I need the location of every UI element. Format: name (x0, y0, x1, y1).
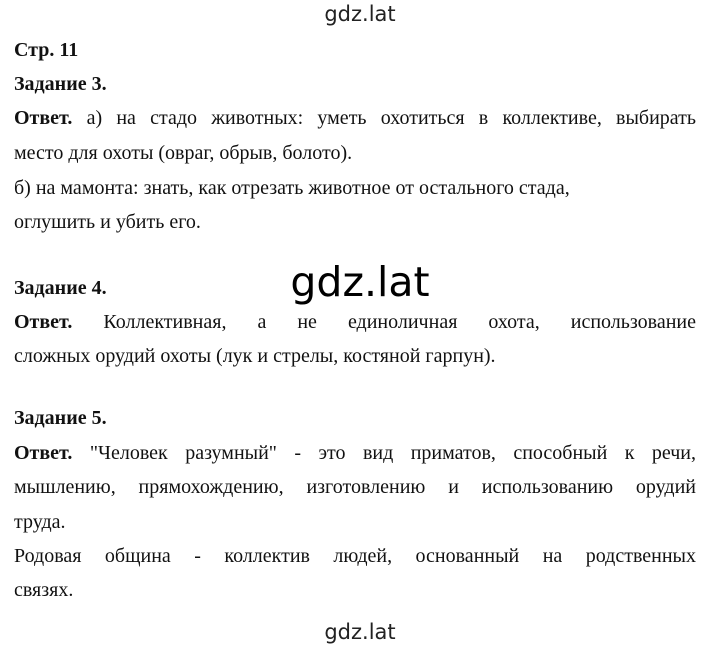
task-3-answer-line-4: оглушить и убить его. (14, 211, 201, 233)
page-number: Стр. 11 (14, 39, 79, 61)
task-5-answer-line-4: Родовая община - коллектив людей, основанный на родственных (14, 545, 696, 567)
task-3-title: Задание 3. (14, 73, 107, 95)
answer-text: Коллективная, а не единоличная охота, использование (103, 311, 697, 333)
watermark-top: gdz.lat (324, 2, 396, 26)
task-5-answer-line-3: труда. (14, 511, 66, 533)
task-4-answer-line-2: сложных орудий охоты (лук и стрелы, костяной гарпун). (14, 345, 496, 367)
watermark-middle: gdz.lat (290, 258, 430, 306)
task-3-answer-line-2: место для охоты (овраг, обрыв, болото). (14, 142, 353, 164)
task-4-answer-line-1 (14, 310, 696, 334)
task-3-answer-line-1 (14, 106, 696, 130)
watermark-bottom: gdz.lat (324, 620, 396, 644)
task-3-answer-line-3: б) на мамонта: знать, как отрезать животное от остального стада, (14, 177, 570, 199)
task-5-answer-line-1 (14, 441, 696, 465)
answer-label: Ответ. (14, 311, 73, 333)
answer-label: Ответ. (14, 442, 73, 464)
task-5-answer-line-5: связях. (14, 579, 74, 601)
task-5-answer-line-2: мышлению, прямохождению, изготовлению и использованию орудий (14, 476, 696, 498)
task-4-title: Задание 4. (14, 277, 107, 299)
answer-text: а) на стадо животных: уметь охотиться в коллективе, выбирать (86, 107, 696, 129)
task-5-title: Задание 5. (14, 407, 107, 429)
answer-text: "Человек разумный" - это вид приматов, способный к речи, (89, 442, 697, 464)
answer-label: Ответ. (14, 107, 73, 129)
